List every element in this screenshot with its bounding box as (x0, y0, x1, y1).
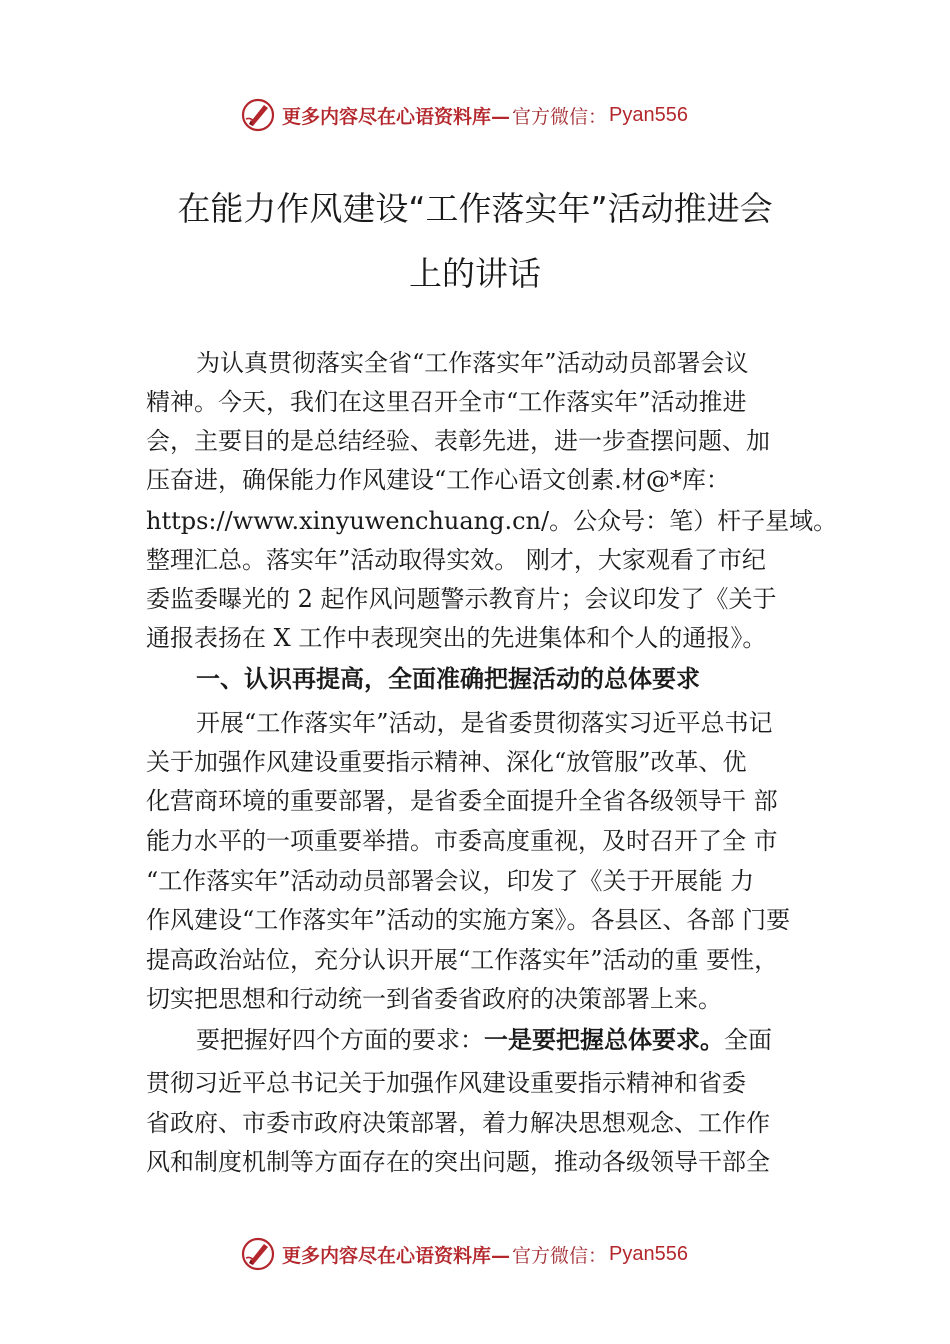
paragraph-line: 能力水平的一项重要举措。市委高度重视，及时召开了全 市 (146, 827, 778, 855)
paragraph-line: 省政府、市委市政府决策部署，着力解决思想观念、工作作 (146, 1109, 770, 1137)
banner-text: 更多内容尽在心语资料库— (282, 1244, 511, 1267)
banner-wechat-label: 官方微信： (512, 105, 608, 128)
paragraph-line: 化营商环境的重要部署，是省委全面提升全省各级领导干 部 (146, 787, 778, 815)
paragraph-line: 提高政治站位，充分认识开展“工作落实年”活动的重 要性， (146, 946, 779, 974)
paragraph-line: 作风建设“工作落实年”活动的实施方案》。各县区、各部 门要 (146, 906, 791, 934)
pen-logo-icon (240, 97, 276, 133)
paragraph-line: 风和制度机制等方面存在的突出问题，推动各级领导干部全 (146, 1148, 770, 1176)
paragraph-line: 贯彻习近平总书记关于加强作风建设重要指示精神和省委 (146, 1069, 746, 1097)
paragraph-line: 委监委曝光的 2 起作风问题警示教育片；会议印发了《关于 (146, 585, 777, 613)
banner-wechat-id: Pyan556 (609, 103, 688, 126)
paragraph-line: https://www.xinyuwenchuang.cn/。公众号：笔）杆子星域。 (146, 507, 838, 535)
paragraph-line: 精神。今天，我们在这里召开全市“工作落实年”活动推进 (146, 388, 747, 416)
paragraph-line: 压奋进，确保能力作风建设“工作心语文创素.材@*库： (146, 466, 730, 494)
paragraph-line: 整理汇总。落实年”活动取得实效。 刚才，大家观看了市纪 (146, 546, 766, 574)
paragraph-tail: 全面 (724, 1026, 772, 1054)
paragraph-line (196, 1021, 772, 1059)
page-title-line-2: 上的讲话 (409, 254, 541, 293)
paragraph-line: “工作落实年”活动动员部署会议，印发了《关于开展能 力 (146, 867, 755, 895)
footer-banner (240, 1234, 688, 1274)
paragraph-line: 关于加强作风建设重要指示精神、深化“放管服”改革、优 (146, 748, 747, 776)
header-banner (240, 95, 688, 135)
paragraph-line: 切实把思想和行动统一到省委省政府的决策部署上来。 (146, 985, 722, 1013)
banner-wechat-label: 官方微信： (512, 1244, 608, 1267)
paragraph-lead: 要把握好四个方面的要求： (196, 1026, 484, 1054)
banner-text: 更多内容尽在心语资料库— (282, 105, 511, 128)
banner-wechat-id: Pyan556 (609, 1242, 688, 1265)
paragraph-line: 会，主要目的是总结经验、表彰先进，进一步查摆问题、加 (146, 427, 770, 455)
paragraph-line: 开展“工作落实年”活动，是省委贯彻落实习近平总书记 (196, 709, 773, 737)
pen-logo-icon (240, 1236, 276, 1272)
paragraph-line: 为认真贯彻落实全省“工作落实年”活动动员部署会议 (196, 349, 749, 377)
paragraph-bold-phrase: 一是要把握总体要求。 (484, 1026, 724, 1054)
section-heading: 一、认识再提高，全面准确把握活动的总体要求 (196, 665, 700, 693)
page-title-line-1: 在能力作风建设“工作落实年”活动推进会 (177, 189, 773, 228)
paragraph-line: 通报表扬在 X 工作中表现突出的先进集体和个人的通报》。 (146, 624, 767, 652)
